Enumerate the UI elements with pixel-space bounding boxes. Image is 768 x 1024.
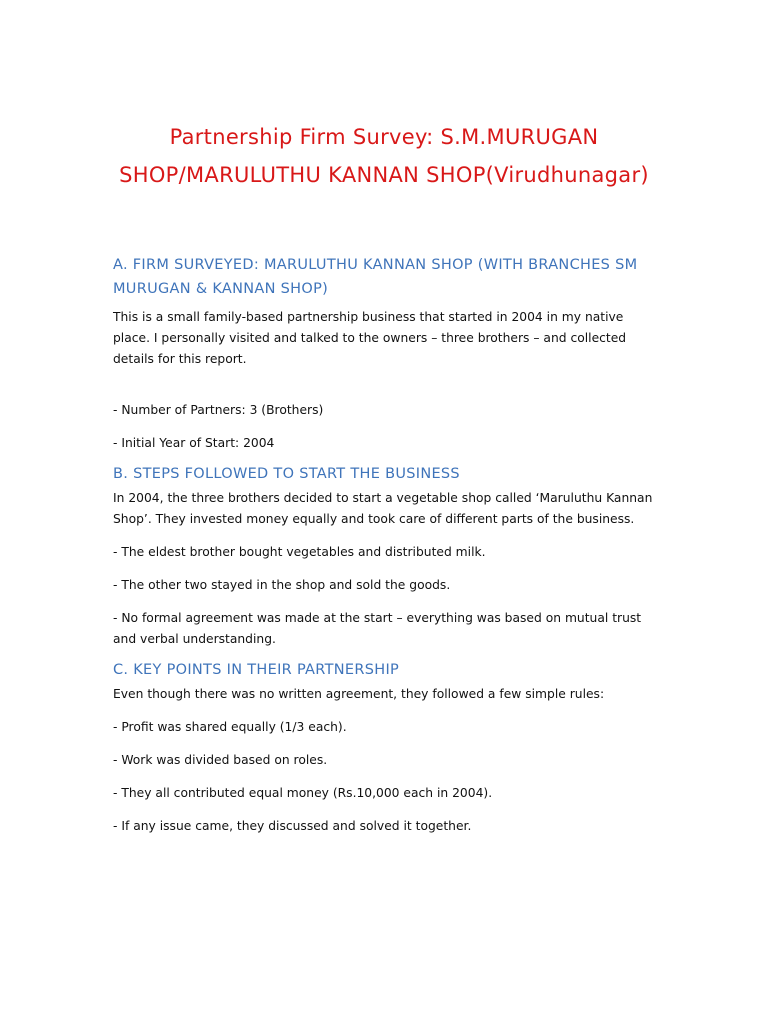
section-a-heading: A. FIRM SURVEYED: MARULUTHU KANNAN SHOP (WITH BRANCHES SM MURUGAN & KANNAN SHOP): [113, 257, 638, 297]
section-b-bullet-eldest: - The eldest brother bought vegetables and distributed milk.: [113, 545, 486, 559]
title-line-2: SHOP/MARULUTHU KANNAN SHOP(Virudhunagar): [119, 163, 649, 187]
section-c-heading: C. KEY POINTS IN THEIR PARTNERSHIP: [113, 662, 400, 678]
section-b-bullet-others: - The other two stayed in the shop and sold the goods.: [113, 578, 451, 592]
section-c-bullet-profit: - Profit was shared equally (1/3 each).: [113, 720, 347, 734]
section-c-bullet-money: - They all contributed equal money (Rs.10,000 each in 2004).: [113, 786, 493, 800]
document-body: [113, 253, 663, 837]
section-c-bullet-issues: - If any issue came, they discussed and solved it together.: [113, 819, 472, 833]
section-a-bullet-start-year: - Initial Year of Start: 2004: [113, 436, 275, 450]
section-b-bullet-agreement: - No formal agreement was made at the start – everything was based on mutual trust and verbal understanding.: [113, 611, 642, 646]
section-a-paragraph: This is a small family-based partnership business that started in 2004 in my native place. I personally visited and talked to the owners – three brothers – and collected details for this report.: [113, 310, 627, 366]
page-title: [60, 118, 708, 194]
section-a-bullet-partners: - Number of Partners: 3 (Brothers): [113, 403, 324, 417]
title-line-1: Partnership Firm Survey: S.M.MURUGAN: [169, 125, 599, 149]
section-b-heading: B. STEPS FOLLOWED TO START THE BUSINESS: [113, 466, 460, 482]
section-b-paragraph: In 2004, the three brothers decided to start a vegetable shop called ‘Maruluthu Kannan Shop’. They invested money equally and took care of different parts of the business.: [113, 491, 653, 526]
section-c-bullet-work: - Work was divided based on roles.: [113, 753, 328, 767]
section-c-paragraph: Even though there was no written agreement, they followed a few simple rules:: [113, 687, 605, 701]
